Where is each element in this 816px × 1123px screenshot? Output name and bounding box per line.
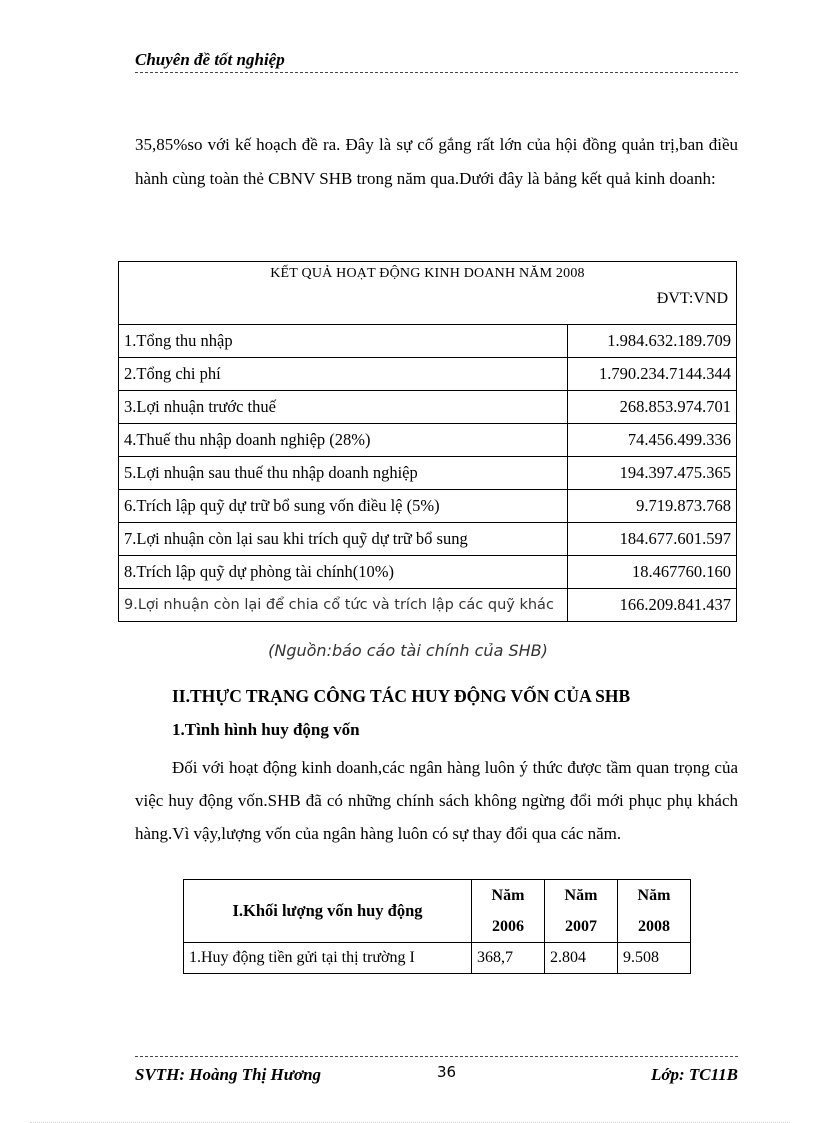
row-value: 1.790.234.7144.344	[568, 358, 737, 391]
footer-class: Lớp: TC11B	[650, 1065, 738, 1084]
table-title-row	[119, 262, 737, 325]
table-row	[119, 589, 737, 622]
row-label: 9.Lợi nhuận còn lại để chia cổ tức và trích lập các quỹ khác	[119, 589, 568, 622]
row-value: 184.677.601.597	[568, 523, 737, 556]
row-label: 8.Trích lập quỹ dự phòng tài chính(10%)	[119, 556, 568, 589]
row-value: 166.209.841.437	[568, 589, 737, 622]
row-label: 1.Huy động tiền gửi tại thị trường I	[184, 943, 472, 974]
table-row	[119, 358, 737, 391]
row-value: 9.719.873.768	[568, 490, 737, 523]
body-paragraph: Đối với hoạt động kinh doanh,các ngân hàng luôn ý thức được tầm quan trọng của việc huy động vốn.SHB đã có những chính sách không ngừng đổi mới phục phụ khách hàng.Vì vậy,lượng vốn của ngân hàng luôn có sự thay đổi qua các năm.	[135, 758, 738, 843]
row-label: 1.Tổng thu nhập	[119, 325, 568, 358]
intro-paragraph: 35,85%so với kế hoạch đề ra. Đây là sự cố gắng rất lớn của hội đồng quản trị,ban điều hành cùng toàn thẻ CBNV SHB trong năm qua.Dưới đây là bảng kết quả kinh doanh:	[135, 135, 738, 188]
header-title: Chuyên đề tốt nghiệp	[135, 50, 285, 69]
table-row	[119, 391, 737, 424]
year-header-2006	[472, 880, 545, 943]
page-number: 36	[437, 1063, 457, 1081]
row-label: 5.Lợi nhuận sau thuế thu nhập doanh nghiệp	[119, 457, 568, 490]
sub-heading: 1.Tình hình huy động vốn	[172, 720, 360, 739]
table-unit: ĐVT:VND	[656, 290, 728, 307]
year-header-2007	[545, 880, 618, 943]
source-note: (Nguồn:báo cáo tài chính của SHB)	[268, 641, 548, 660]
table-row	[119, 325, 737, 358]
row-value: 268.853.974.701	[568, 391, 737, 424]
row-label: 6.Trích lập quỹ dự trữ bổ sung vốn điều lệ (5%)	[119, 490, 568, 523]
footer-author: SVTH: Hoàng Thị Hương	[135, 1065, 322, 1084]
year-header-line2: 2006	[492, 918, 524, 935]
table-row	[119, 457, 737, 490]
capital-table-header-row	[184, 880, 691, 943]
row-value: 74.456.499.336	[568, 424, 737, 457]
row-value: 18.467760.160	[568, 556, 737, 589]
table-title: KẾT QUẢ HOẠT ĐỘNG KINH DOANH NĂM 2008	[270, 266, 585, 281]
section-heading: II.THỰC TRẠNG CÔNG TÁC HUY ĐỘNG VỐN CỦA SHB	[172, 686, 631, 706]
row-value: 194.397.475.365	[568, 457, 737, 490]
year-header-line1: Năm	[637, 887, 671, 904]
year-header-line1: Năm	[491, 887, 525, 904]
table-row	[184, 943, 691, 974]
year-header-line2: 2008	[638, 918, 670, 935]
table-row	[119, 556, 737, 589]
row-value-2008: 9.508	[618, 943, 691, 974]
page-footer	[135, 1056, 738, 1087]
row-label: 3.Lợi nhuận trước thuế	[119, 391, 568, 424]
row-value-2006: 368,7	[472, 943, 545, 974]
row-label: 2.Tổng chi phí	[119, 358, 568, 391]
capital-mobilization-table	[183, 879, 691, 974]
table-row	[119, 490, 737, 523]
table-row	[119, 424, 737, 457]
business-results-table	[118, 261, 737, 622]
page-header	[135, 50, 738, 73]
row-label: 4.Thuế thu nhập doanh nghiệp (28%)	[119, 424, 568, 457]
row-value-2007: 2.804	[545, 943, 618, 974]
row-value: 1.984.632.189.709	[568, 325, 737, 358]
year-header-2008	[618, 880, 691, 943]
year-header-line1: Năm	[564, 887, 598, 904]
table-title-cell	[119, 262, 737, 325]
capital-header-label: I.Khối lượng vốn huy động	[184, 880, 472, 943]
row-label: 7.Lợi nhuận còn lại sau khi trích quỹ dự trữ bổ sung	[119, 523, 568, 556]
table-row	[119, 523, 737, 556]
year-header-line2: 2007	[565, 918, 597, 935]
